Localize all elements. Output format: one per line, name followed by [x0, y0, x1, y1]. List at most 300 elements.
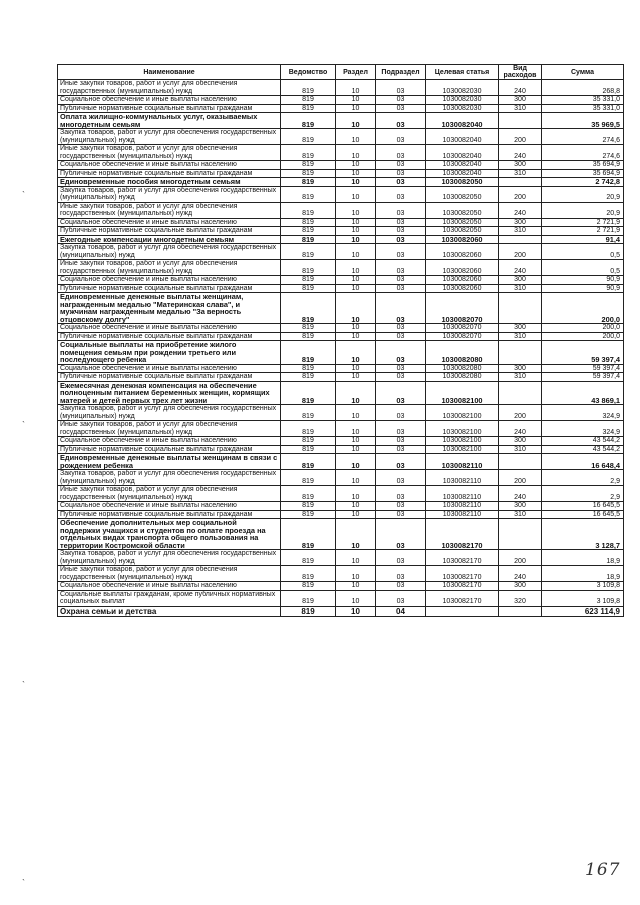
table-row — [58, 590, 624, 606]
budget-table-sheet — [57, 64, 623, 617]
row-sum: 324,9 — [542, 421, 624, 437]
row-name: Социальное обеспечение и иные выплаты населению — [58, 437, 281, 446]
row-vid: 240 — [499, 80, 542, 96]
budget-table — [57, 64, 624, 617]
row-sum: 3 128,7 — [542, 519, 624, 550]
row-razdel: 10 — [336, 421, 376, 437]
row-podrazdel: 03 — [376, 590, 426, 606]
row-razdel: 10 — [336, 218, 376, 227]
row-sum: 35 969,5 — [542, 113, 624, 129]
total-target — [426, 606, 499, 616]
row-vid — [499, 341, 542, 365]
row-name: Публичные нормативные социальные выплаты гражданам — [58, 284, 281, 293]
row-name: Иные закупки товаров, работ и услуг для обеспечения государственных (муниципальных) нужд — [58, 421, 281, 437]
total-razdel: 10 — [336, 606, 376, 616]
row-razdel: 10 — [336, 260, 376, 276]
row-sum: 2 721,9 — [542, 218, 624, 227]
table-row — [58, 129, 624, 145]
margin-tick: ` — [22, 420, 25, 430]
header-target: Целевая статья — [426, 65, 499, 80]
row-target: 1030082030 — [426, 96, 499, 105]
row-vid: 200 — [499, 405, 542, 421]
table-row — [58, 421, 624, 437]
table-row — [58, 80, 624, 96]
table-row — [58, 324, 624, 333]
row-podrazdel: 03 — [376, 437, 426, 446]
row-name: Единовременные денежные выплаты женщинам, награжденным медалью "Материнская слава", и мужчинам награжденным медалью "За верность отцовскому долгу" — [58, 293, 281, 324]
row-razdel: 10 — [336, 341, 376, 365]
row-razdel: 10 — [336, 169, 376, 178]
row-vedomstvo: 819 — [281, 169, 336, 178]
row-razdel: 10 — [336, 161, 376, 170]
row-vedomstvo: 819 — [281, 284, 336, 293]
row-vedomstvo: 819 — [281, 566, 336, 582]
row-vedomstvo: 819 — [281, 293, 336, 324]
row-vedomstvo: 819 — [281, 276, 336, 285]
row-sum: 18,9 — [542, 566, 624, 582]
row-target: 1030082040 — [426, 161, 499, 170]
row-vid: 310 — [499, 332, 542, 341]
row-vid: 310 — [499, 227, 542, 236]
row-podrazdel: 03 — [376, 178, 426, 187]
row-razdel: 10 — [336, 284, 376, 293]
row-vedomstvo: 819 — [281, 332, 336, 341]
row-sum: 90,9 — [542, 276, 624, 285]
table-row — [58, 104, 624, 113]
row-podrazdel: 03 — [376, 519, 426, 550]
row-target: 1030082040 — [426, 113, 499, 129]
row-vid: 240 — [499, 566, 542, 582]
row-name: Публичные нормативные социальные выплаты гражданам — [58, 169, 281, 178]
row-razdel: 10 — [336, 582, 376, 591]
row-name: Иные закупки товаров, работ и услуг для обеспечения государственных (муниципальных) нужд — [58, 202, 281, 218]
row-podrazdel: 03 — [376, 550, 426, 566]
header-vid: Вид расходов — [499, 65, 542, 80]
row-sum: 35 694,9 — [542, 161, 624, 170]
row-name: Закупка товаров, работ и услуг для обеспечения государственных (муниципальных) нужд — [58, 129, 281, 145]
row-vedomstvo: 819 — [281, 260, 336, 276]
row-razdel: 10 — [336, 566, 376, 582]
row-vedomstvo: 819 — [281, 227, 336, 236]
row-razdel: 10 — [336, 332, 376, 341]
table-row — [58, 486, 624, 502]
table-row — [58, 437, 624, 446]
total-podrazdel: 04 — [376, 606, 426, 616]
row-podrazdel: 03 — [376, 227, 426, 236]
row-target: 1030082170 — [426, 582, 499, 591]
header-razdel: Раздел — [336, 65, 376, 80]
row-sum: 324,9 — [542, 405, 624, 421]
row-name: Единовременные денежные выплаты женщинам в связи с рождением ребенка — [58, 454, 281, 470]
row-name: Закупка товаров, работ и услуг для обеспечения государственных (муниципальных) нужд — [58, 550, 281, 566]
row-name: Социальное обеспечение и иные выплаты населению — [58, 96, 281, 105]
table-row — [58, 244, 624, 260]
row-name: Публичные нормативные социальные выплаты гражданам — [58, 445, 281, 454]
row-target: 1030082060 — [426, 260, 499, 276]
row-vedomstvo: 819 — [281, 437, 336, 446]
row-sum: 16 645,5 — [542, 510, 624, 519]
row-vedomstvo: 819 — [281, 510, 336, 519]
row-vid: 310 — [499, 373, 542, 382]
row-vid: 240 — [499, 202, 542, 218]
row-vid: 240 — [499, 260, 542, 276]
row-razdel: 10 — [336, 373, 376, 382]
row-sum: 2,9 — [542, 470, 624, 486]
row-podrazdel: 03 — [376, 324, 426, 333]
margin-tick: ` — [22, 878, 25, 888]
row-name: Публичные нормативные социальные выплаты гражданам — [58, 104, 281, 113]
row-target: 1030082030 — [426, 104, 499, 113]
row-podrazdel: 03 — [376, 113, 426, 129]
table-row — [58, 381, 624, 405]
row-name: Социальное обеспечение и иные выплаты населению — [58, 218, 281, 227]
total-name: Охрана семьи и детства — [58, 606, 281, 616]
row-target: 1030082100 — [426, 421, 499, 437]
row-podrazdel: 03 — [376, 445, 426, 454]
table-row — [58, 550, 624, 566]
table-row — [58, 178, 624, 187]
row-podrazdel: 03 — [376, 293, 426, 324]
row-target: 1030082060 — [426, 235, 499, 244]
row-podrazdel: 03 — [376, 161, 426, 170]
row-target: 1030082040 — [426, 169, 499, 178]
row-vedomstvo: 819 — [281, 113, 336, 129]
row-vid: 240 — [499, 421, 542, 437]
row-podrazdel: 03 — [376, 276, 426, 285]
row-name: Социальное обеспечение и иные выплаты населению — [58, 161, 281, 170]
row-target: 1030082110 — [426, 510, 499, 519]
row-target: 1030082050 — [426, 218, 499, 227]
row-podrazdel: 03 — [376, 244, 426, 260]
page-number: 167 — [585, 860, 621, 880]
row-podrazdel: 03 — [376, 510, 426, 519]
row-razdel: 10 — [336, 445, 376, 454]
margin-tick: ` — [22, 190, 25, 200]
header-vedomstvo: Ведомство — [281, 65, 336, 80]
row-vedomstvo: 819 — [281, 235, 336, 244]
row-target: 1030082080 — [426, 364, 499, 373]
table-row — [58, 454, 624, 470]
row-razdel: 10 — [336, 510, 376, 519]
total-row — [58, 606, 624, 616]
row-sum: 274,6 — [542, 129, 624, 145]
row-target: 1030082060 — [426, 284, 499, 293]
row-podrazdel: 03 — [376, 470, 426, 486]
row-vid — [499, 454, 542, 470]
row-podrazdel: 03 — [376, 454, 426, 470]
row-vid — [499, 381, 542, 405]
header-name: Наименование — [58, 65, 281, 80]
row-sum: 200,0 — [542, 332, 624, 341]
table-row — [58, 235, 624, 244]
row-razdel: 10 — [336, 129, 376, 145]
row-target: 1030082060 — [426, 276, 499, 285]
row-sum: 268,8 — [542, 80, 624, 96]
row-podrazdel: 03 — [376, 145, 426, 161]
row-vedomstvo: 819 — [281, 104, 336, 113]
row-name: Социальное обеспечение и иные выплаты населению — [58, 364, 281, 373]
row-vedomstvo: 819 — [281, 381, 336, 405]
row-vid: 240 — [499, 486, 542, 502]
table-row — [58, 227, 624, 236]
row-vedomstvo: 819 — [281, 373, 336, 382]
total-sum: 623 114,9 — [542, 606, 624, 616]
row-sum: 274,6 — [542, 145, 624, 161]
row-vedomstvo: 819 — [281, 324, 336, 333]
row-vid — [499, 235, 542, 244]
row-podrazdel: 03 — [376, 129, 426, 145]
table-row — [58, 502, 624, 511]
row-vedomstvo: 819 — [281, 161, 336, 170]
row-target: 1030082110 — [426, 486, 499, 502]
row-target: 1030082070 — [426, 293, 499, 324]
total-vid — [499, 606, 542, 616]
row-podrazdel: 03 — [376, 332, 426, 341]
row-name: Закупка товаров, работ и услуг для обеспечения государственных (муниципальных) нужд — [58, 470, 281, 486]
row-vedomstvo: 819 — [281, 96, 336, 105]
row-name: Оплата жилищно-коммунальных услуг, оказываемых многодетным семьям — [58, 113, 281, 129]
header-sum: Сумма — [542, 65, 624, 80]
row-razdel: 10 — [336, 186, 376, 202]
row-razdel: 10 — [336, 80, 376, 96]
row-razdel: 10 — [336, 235, 376, 244]
row-target: 1030082110 — [426, 502, 499, 511]
row-sum: 20,9 — [542, 186, 624, 202]
row-target: 1030082100 — [426, 405, 499, 421]
row-vid: 310 — [499, 510, 542, 519]
row-vid: 300 — [499, 437, 542, 446]
row-vid: 200 — [499, 244, 542, 260]
row-podrazdel: 03 — [376, 80, 426, 96]
row-sum: 0,5 — [542, 244, 624, 260]
row-sum: 3 109,8 — [542, 582, 624, 591]
row-vedomstvo: 819 — [281, 145, 336, 161]
row-target: 1030082070 — [426, 324, 499, 333]
row-name: Публичные нормативные социальные выплаты гражданам — [58, 332, 281, 341]
row-razdel: 10 — [336, 293, 376, 324]
row-name: Ежемесячная денежная компенсация на обеспечение полноценным питанием беременных женщин, кормящих матерей и детей первых трех лет жизни — [58, 381, 281, 405]
row-razdel: 10 — [336, 502, 376, 511]
row-sum: 18,9 — [542, 550, 624, 566]
row-razdel: 10 — [336, 519, 376, 550]
row-sum: 35 331,0 — [542, 96, 624, 105]
row-razdel: 10 — [336, 405, 376, 421]
row-podrazdel: 03 — [376, 582, 426, 591]
row-vid: 310 — [499, 445, 542, 454]
table-row — [58, 186, 624, 202]
row-target: 1030082110 — [426, 470, 499, 486]
row-razdel: 10 — [336, 454, 376, 470]
row-name: Социальное обеспечение и иные выплаты населению — [58, 502, 281, 511]
row-podrazdel: 03 — [376, 169, 426, 178]
row-vedomstvo: 819 — [281, 202, 336, 218]
row-vedomstvo: 819 — [281, 405, 336, 421]
row-target: 1030082040 — [426, 129, 499, 145]
header-podrazdel: Подраздел — [376, 65, 426, 80]
row-podrazdel: 03 — [376, 502, 426, 511]
row-razdel: 10 — [336, 470, 376, 486]
row-vedomstvo: 819 — [281, 454, 336, 470]
row-vid: 300 — [499, 324, 542, 333]
row-podrazdel: 03 — [376, 284, 426, 293]
table-row — [58, 161, 624, 170]
row-razdel: 10 — [336, 364, 376, 373]
total-vedomstvo: 819 — [281, 606, 336, 616]
row-vid — [499, 293, 542, 324]
row-name: Социальное обеспечение и иные выплаты населению — [58, 324, 281, 333]
row-vedomstvo: 819 — [281, 218, 336, 227]
row-vedomstvo: 819 — [281, 590, 336, 606]
row-podrazdel: 03 — [376, 218, 426, 227]
row-vedomstvo: 819 — [281, 445, 336, 454]
table-row — [58, 113, 624, 129]
table-row — [58, 566, 624, 582]
row-razdel: 10 — [336, 145, 376, 161]
row-vid: 310 — [499, 104, 542, 113]
row-sum: 91,4 — [542, 235, 624, 244]
row-vid: 300 — [499, 218, 542, 227]
row-target: 1030082030 — [426, 80, 499, 96]
row-name: Публичные нормативные социальные выплаты гражданам — [58, 373, 281, 382]
row-razdel: 10 — [336, 324, 376, 333]
row-razdel: 10 — [336, 437, 376, 446]
row-vedomstvo: 819 — [281, 244, 336, 260]
row-podrazdel: 03 — [376, 566, 426, 582]
row-vedomstvo: 819 — [281, 470, 336, 486]
row-sum: 200,0 — [542, 324, 624, 333]
row-vid: 300 — [499, 161, 542, 170]
row-target: 1030082040 — [426, 145, 499, 161]
row-razdel: 10 — [336, 202, 376, 218]
row-vedomstvo: 819 — [281, 519, 336, 550]
row-vedomstvo: 819 — [281, 582, 336, 591]
row-podrazdel: 03 — [376, 341, 426, 365]
table-row — [58, 341, 624, 365]
row-name: Социальное обеспечение и иные выплаты населению — [58, 276, 281, 285]
row-name: Социальное обеспечение и иные выплаты населению — [58, 582, 281, 591]
margin-tick: ` — [22, 680, 25, 690]
table-row — [58, 405, 624, 421]
table-row — [58, 519, 624, 550]
row-sum: 2,9 — [542, 486, 624, 502]
row-vid — [499, 519, 542, 550]
row-vid: 300 — [499, 96, 542, 105]
row-target: 1030082170 — [426, 566, 499, 582]
row-vid — [499, 178, 542, 187]
row-target: 1030082070 — [426, 332, 499, 341]
row-target: 1030082100 — [426, 445, 499, 454]
row-vid: 200 — [499, 186, 542, 202]
table-row — [58, 276, 624, 285]
table-row — [58, 284, 624, 293]
row-target: 1030082100 — [426, 381, 499, 405]
row-podrazdel: 03 — [376, 186, 426, 202]
row-target: 1030082050 — [426, 186, 499, 202]
row-vedomstvo: 819 — [281, 550, 336, 566]
row-podrazdel: 03 — [376, 381, 426, 405]
row-vid: 200 — [499, 129, 542, 145]
row-podrazdel: 03 — [376, 486, 426, 502]
row-name: Социальные выплаты на приобретение жилого помещения семьям при рождении третьего или последующего ребенка — [58, 341, 281, 365]
table-row — [58, 169, 624, 178]
row-vedomstvo: 819 — [281, 364, 336, 373]
row-name: Закупка товаров, работ и услуг для обеспечения государственных (муниципальных) нужд — [58, 186, 281, 202]
table-row — [58, 145, 624, 161]
row-sum: 2 721,9 — [542, 227, 624, 236]
row-razdel: 10 — [336, 227, 376, 236]
row-vedomstvo: 819 — [281, 486, 336, 502]
row-sum: 59 397,4 — [542, 364, 624, 373]
row-name: Иные закупки товаров, работ и услуг для обеспечения государственных (муниципальных) нужд — [58, 566, 281, 582]
row-vedomstvo: 819 — [281, 341, 336, 365]
row-target: 1030082080 — [426, 341, 499, 365]
row-podrazdel: 03 — [376, 96, 426, 105]
row-razdel: 10 — [336, 590, 376, 606]
row-vedomstvo: 819 — [281, 129, 336, 145]
row-name: Закупка товаров, работ и услуг для обеспечения государственных (муниципальных) нужд — [58, 244, 281, 260]
row-sum: 20,9 — [542, 202, 624, 218]
row-name: Иные закупки товаров, работ и услуг для обеспечения государственных (муниципальных) нужд — [58, 486, 281, 502]
row-sum: 43 869,1 — [542, 381, 624, 405]
row-razdel: 10 — [336, 96, 376, 105]
row-target: 1030082170 — [426, 550, 499, 566]
row-razdel: 10 — [336, 113, 376, 129]
row-razdel: 10 — [336, 381, 376, 405]
row-name: Публичные нормативные социальные выплаты гражданам — [58, 510, 281, 519]
row-razdel: 10 — [336, 486, 376, 502]
row-podrazdel: 03 — [376, 202, 426, 218]
row-name: Публичные нормативные социальные выплаты гражданам — [58, 227, 281, 236]
row-vid: 200 — [499, 550, 542, 566]
row-name: Иные закупки товаров, работ и услуг для обеспечения государственных (муниципальных) нужд — [58, 145, 281, 161]
row-target: 1030082050 — [426, 227, 499, 236]
row-sum: 35 331,0 — [542, 104, 624, 113]
row-target: 1030082080 — [426, 373, 499, 382]
row-target: 1030082050 — [426, 202, 499, 218]
table-body — [58, 80, 624, 607]
row-podrazdel: 03 — [376, 235, 426, 244]
row-sum: 16 648,4 — [542, 454, 624, 470]
row-podrazdel: 03 — [376, 373, 426, 382]
row-name: Обеспечение дополнительных мер социальной поддержки учащихся и студентов по оплате проезда на отдельных видах транспорта общего пользования на территории Костромской области — [58, 519, 281, 550]
row-vedomstvo: 819 — [281, 502, 336, 511]
row-razdel: 10 — [336, 276, 376, 285]
row-sum: 2 742,8 — [542, 178, 624, 187]
table-row — [58, 445, 624, 454]
row-sum: 59 397,4 — [542, 341, 624, 365]
row-vedomstvo: 819 — [281, 80, 336, 96]
row-razdel: 10 — [336, 244, 376, 260]
row-sum: 200,0 — [542, 293, 624, 324]
row-vid — [499, 113, 542, 129]
table-row — [58, 582, 624, 591]
table-row — [58, 373, 624, 382]
row-name: Иные закупки товаров, работ и услуг для обеспечения государственных (муниципальных) нужд — [58, 260, 281, 276]
table-row — [58, 293, 624, 324]
row-vid: 310 — [499, 284, 542, 293]
row-vid: 240 — [499, 145, 542, 161]
row-vid: 300 — [499, 502, 542, 511]
row-podrazdel: 03 — [376, 104, 426, 113]
row-vid: 300 — [499, 364, 542, 373]
row-target: 1030082170 — [426, 519, 499, 550]
row-sum: 43 544,2 — [542, 445, 624, 454]
row-podrazdel: 03 — [376, 421, 426, 437]
row-name: Ежегодные компенсации многодетным семьям — [58, 235, 281, 244]
row-target: 1030082110 — [426, 454, 499, 470]
table-row — [58, 470, 624, 486]
row-target: 1030082170 — [426, 590, 499, 606]
